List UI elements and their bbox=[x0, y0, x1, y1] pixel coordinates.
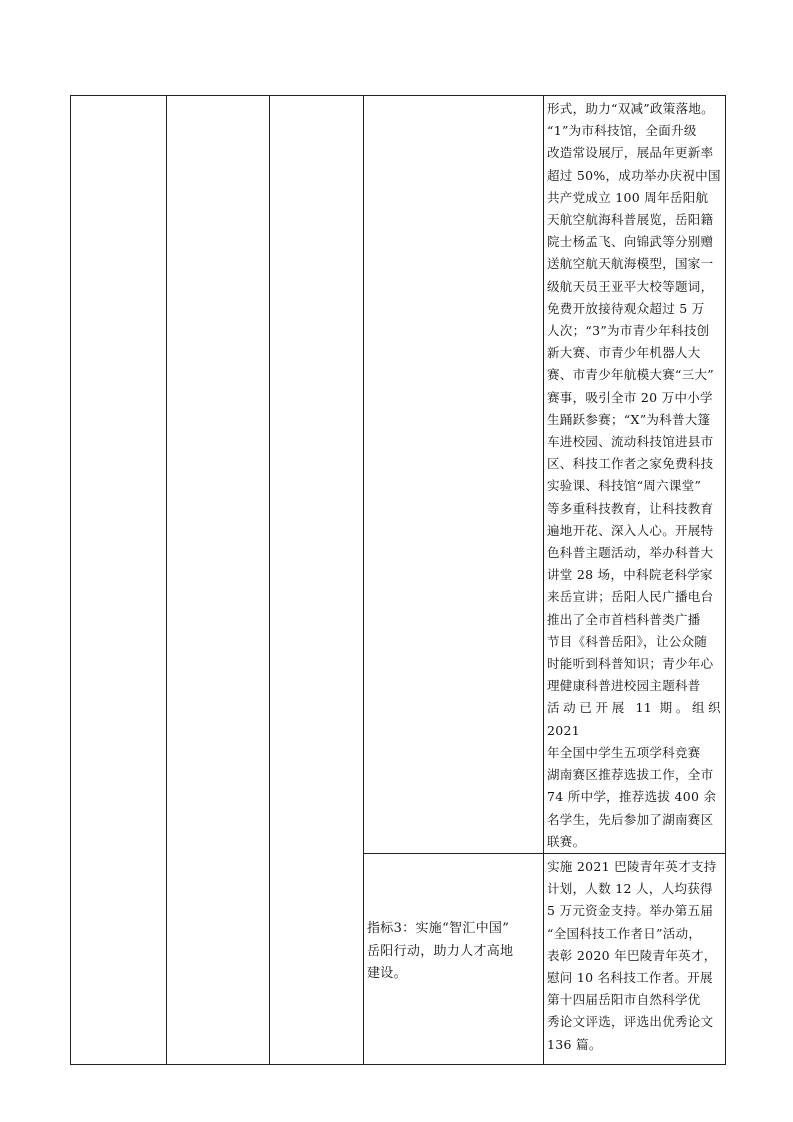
table-cell-col5 bbox=[544, 96, 726, 854]
table-cell-col3 bbox=[270, 96, 364, 1065]
table-cell-col5 bbox=[544, 853, 726, 1064]
indicator-text: 指标3：实施“智汇中国” 岳阳行动，助力人才高地 建设。 bbox=[367, 921, 514, 982]
document-table bbox=[70, 95, 726, 1065]
table-cell-col4 bbox=[364, 96, 544, 854]
table-row bbox=[71, 96, 726, 854]
progress-text: 实施 2021 巴陵青年英才支持 计划，人数 12 人，人均获得 5 万元资金支持。举办第五届 “全国科技工作者日”活动， 表彰 2020 年巴陵青年英才， 慰问 10 名科技工作者。开展 第十四届岳阳市自然科学优 秀论文评选，评选出优秀论文 136 篇。 bbox=[547, 858, 717, 1052]
indicator-text bbox=[364, 96, 543, 98]
table-cell-col1 bbox=[71, 96, 167, 1065]
table-cell-col4 bbox=[364, 853, 544, 1064]
progress-text: 形式，助力“双减”政策落地。 “1”为市科技馆，全面升级 改造常设展厅，展品年更新率 超过 50%，成功举办庆祝中国 共产党成立 100 周年岳阳航 天航空航海科普展览，岳阳籍 院士杨孟飞、向锦武等分别赠 送航空航天航海模型，国家一 级航天员王亚平大校等题词， 免费开放接待观众超过 5 万 人次；“3”为市青少年科技创 新大赛、市青少年机器人大 赛、市青少年航模大赛“三大” 赛事，吸引全市 20 万中小学 生踊跃参赛；“X”为科普大篷 车进校园、流动科技馆进县市 区、科技工作者之家免费科技 实验课、科技馆“周六课堂” 等多重科技教育，让科技教育 遍地开花、深入人心。开展特 色科普主题活动，举办科普大 讲堂 28 场，中科院老科学家 来岳宣讲；岳阳人民广播电台 推出了全市首档科普类广播 节目《科普岳阳》，让公众随 时能听到科普知识；青少年心 理健康科普进校园主题科普 活动已开展 11 期。组织 2021 年全国中学生五项学科竞赛 湖南赛区推荐选拔工作，全市 74 所中学，推荐选拔 400 余 名学生，先后参加了湖南赛区 联赛。 bbox=[547, 101, 721, 849]
table-cell-col2 bbox=[167, 96, 270, 1065]
